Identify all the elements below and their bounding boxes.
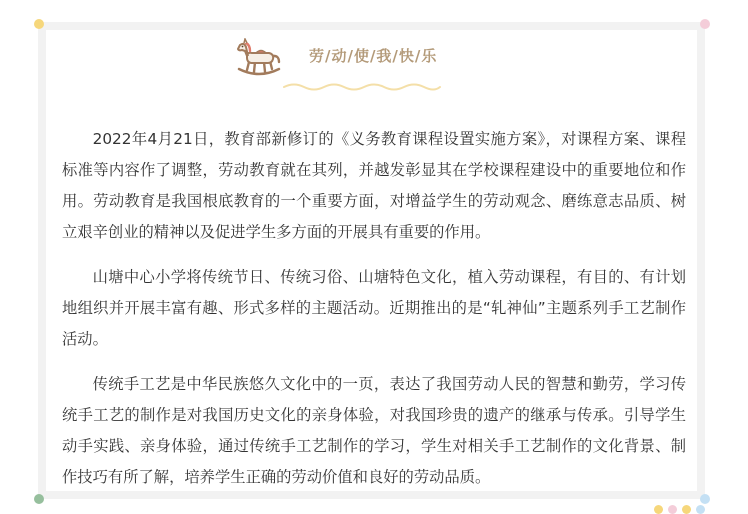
decorative-dot — [696, 505, 705, 514]
page-title: 劳/动/使/我/快/乐 — [309, 47, 438, 65]
corner-dot-top-left — [34, 19, 44, 29]
decorative-wave — [282, 81, 442, 93]
corner-dot-bottom-left — [34, 494, 44, 504]
article-paragraph: 传统手工艺是中华民族悠久文化中的一页，表达了我国劳动人民的智慧和勤劳，学习传统手工艺的制作是对我国历史文化的亲身体验，对我国珍贵的遗产的继承与传承。引导学生动手实践、亲身体验，通过传统手工艺制作的学习，学生对相关手工艺制作的文化背景、制作技巧有所了解，培养学生正确的劳动价值和良好的劳动品质。 — [62, 375, 686, 486]
corner-dot-top-right — [700, 19, 710, 29]
article-paragraph: 山塘中心小学将传统节日、传统习俗、山塘特色文化，植入劳动课程，有目的、有计划地组织并开展丰富有趣、形式多样的主题活动。近期推出的是“轧神仙”主题系列手工艺制作活动。 — [62, 268, 686, 348]
article-body — [62, 124, 686, 507]
rocking-horse-icon — [236, 38, 282, 78]
article-paragraph: 2022年4月21日，教育部新修订的《义务教育课程设置实施方案》，对课程方案、课程标准等内容作了调整，劳动教育就在其列，并越发彰显其在学校课程建设中的重要地位和作用。劳动教育是我国根底教育的一个重要方面，对增益学生的劳动观念、磨练意志品质、树立艰辛创业的精神以及促进学生多方面的开展具有重要的作用。 — [62, 130, 686, 241]
corner-dot-bottom-right — [700, 494, 710, 504]
section-header — [236, 36, 496, 96]
